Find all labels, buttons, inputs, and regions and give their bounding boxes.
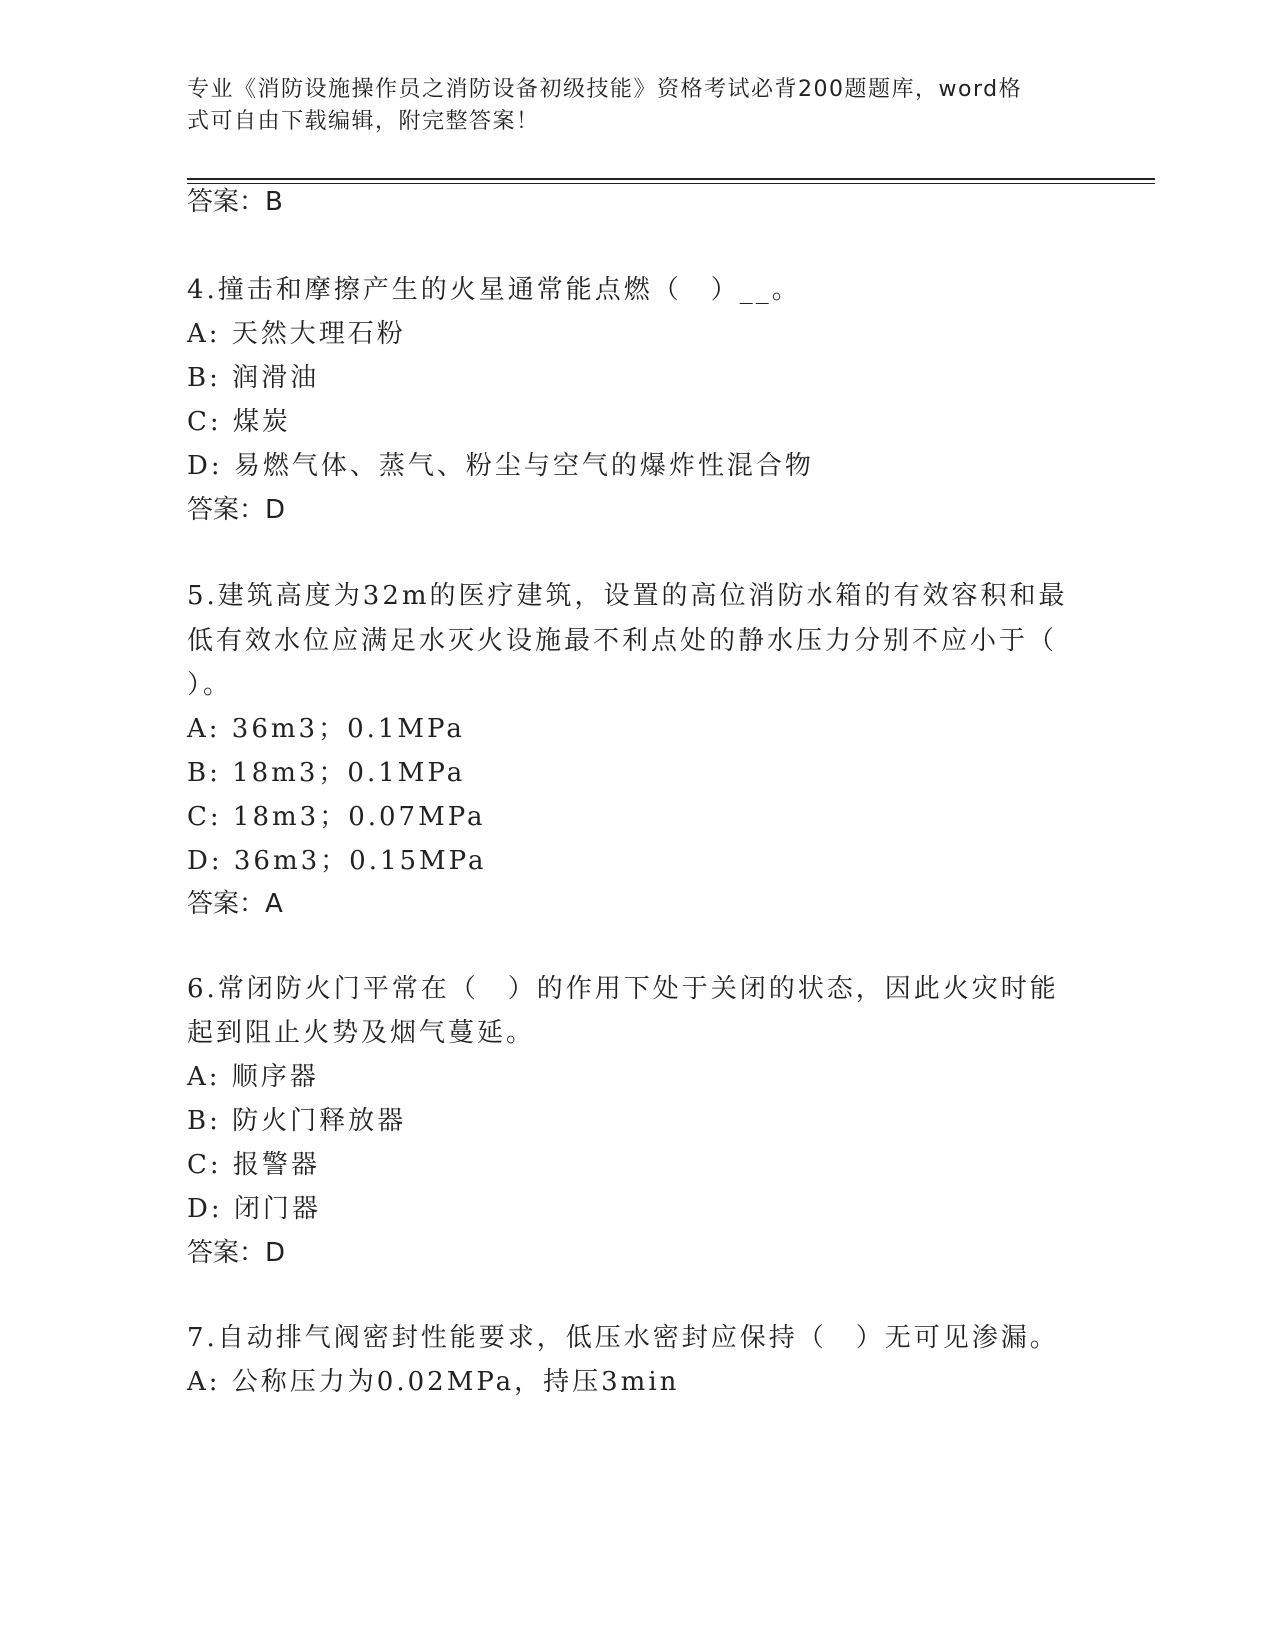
- question-5-option-c: C: 18m3；0.07MPa: [187, 802, 486, 832]
- question-5-stem-line-2: 低有效水位应满足水灭火设施最不利点处的静水压力分别不应小于（: [187, 626, 1058, 656]
- previous-answer: 答案：B: [187, 187, 283, 217]
- question-5-stem-line-3: ）。: [187, 670, 233, 700]
- question-5-stem-line-1: 5.建筑高度为32m的医疗建筑，设置的高位消防水箱的有效容积和最: [187, 581, 1068, 611]
- header-line-1: 专业《消防设施操作员之消防设备初级技能》资格考试必背200题题库，word格: [187, 77, 1023, 102]
- question-4-option-c: C: 煤炭: [187, 407, 291, 437]
- question-4-stem: 4.撞击和摩擦产生的火星通常能点燃（ ）__。: [187, 275, 801, 305]
- question-5-option-a: A: 36m3；0.1MPa: [187, 714, 465, 744]
- header-line-2: 式可自由下载编辑，附完整答案！: [187, 109, 540, 134]
- question-6-answer: 答案：D: [187, 1238, 286, 1268]
- header-divider-thin: [187, 183, 1155, 184]
- question-6-option-d: D: 闭门器: [187, 1194, 321, 1224]
- document-header: [187, 74, 1067, 138]
- question-7-option-a: A: 公称压力为0.02MPa，持压3min: [187, 1367, 680, 1397]
- question-4-answer: 答案：D: [187, 495, 286, 525]
- question-5-option-d: D: 36m3；0.15MPa: [187, 846, 487, 876]
- question-4-option-a: A: 天然大理石粉: [187, 319, 406, 349]
- question-7-stem: 7.自动排气阀密封性能要求，低压水密封应保持（ ）无可见渗漏。: [187, 1323, 1059, 1353]
- question-6-option-b: B: 防火门释放器: [187, 1106, 407, 1136]
- question-6-stem-line-2: 起到阻止火势及烟气蔓延。: [187, 1018, 536, 1048]
- question-6-option-a: A: 顺序器: [187, 1062, 319, 1092]
- question-4-option-d: D: 易燃气体、蒸气、粉尘与空气的爆炸性混合物: [187, 451, 814, 481]
- question-6-option-c: C: 报警器: [187, 1150, 320, 1180]
- question-4-option-b: B: 润滑油: [187, 363, 320, 393]
- question-6-stem-line-1: 6.常闭防火门平常在（ ）的作用下处于关闭的状态，因此火灾时能: [187, 974, 1059, 1004]
- question-5-answer: 答案：A: [187, 889, 283, 919]
- question-5-option-b: B: 18m3；0.1MPa: [187, 758, 466, 788]
- header-divider-thick: [187, 178, 1155, 180]
